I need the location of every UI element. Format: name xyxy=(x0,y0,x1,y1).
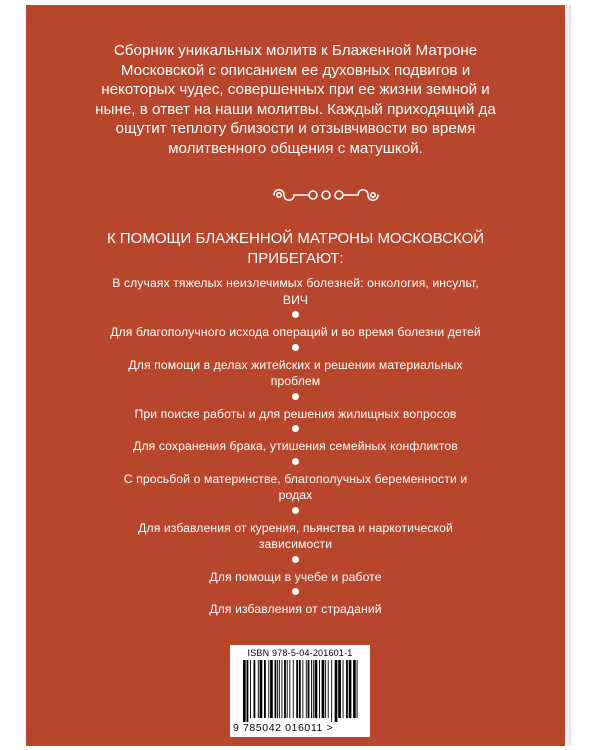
barcode-bar xyxy=(296,660,298,718)
barcode-bar xyxy=(335,660,338,722)
barcode-bar xyxy=(254,660,256,718)
list-item-text: Для помощи в учебе и работе xyxy=(209,569,382,584)
ornament-divider-icon xyxy=(270,183,382,207)
barcode-bar xyxy=(289,660,290,718)
barcode-bar xyxy=(293,660,294,718)
barcode-bar xyxy=(338,660,341,718)
barcode-bar xyxy=(284,660,286,718)
barcode-bar xyxy=(328,660,329,718)
isbn-text: ISBN 978-5-04-201601-1 xyxy=(247,648,353,658)
bullet-icon xyxy=(292,393,299,400)
barcode-bar xyxy=(299,660,301,718)
barcode-bar xyxy=(302,660,303,718)
list-item xyxy=(106,458,485,504)
bullet-icon xyxy=(292,311,299,318)
barcode-bar xyxy=(331,660,332,722)
list-item-text: Для избавления от страданий xyxy=(209,602,382,616)
list-heading: К ПОМОЩИ БЛАЖЕННОЙ МАТРОНЫ МОСКОВСКОЙ ПРИБЕГАЮТ: xyxy=(106,230,485,267)
barcode-bar xyxy=(247,660,249,722)
list-item-text: Для благополучного исхода операций и во время болезни детей xyxy=(110,325,481,339)
bullet-icon xyxy=(292,425,299,432)
barcode-bar xyxy=(258,660,259,718)
barcode-bar xyxy=(349,660,352,718)
barcode-bar xyxy=(268,660,269,718)
list-item-text: При поиске работы и для решения жилищных вопросов xyxy=(134,406,457,421)
barcode-bar xyxy=(308,660,310,718)
book-back-cover xyxy=(26,5,565,746)
list-item-text: В случаях тяжелых неизлечимых болезней: онкология, инсульт, ВИЧ xyxy=(112,276,479,307)
barcode-bar xyxy=(346,660,348,718)
barcode-bar xyxy=(270,660,273,718)
barcode-bar xyxy=(264,660,266,718)
bullet-icon xyxy=(292,458,299,465)
barcode-bar xyxy=(282,660,283,718)
list-item xyxy=(106,393,485,423)
bullet-icon xyxy=(292,507,299,514)
list-item xyxy=(106,588,485,618)
bullet-icon xyxy=(292,588,299,595)
barcode-bar xyxy=(287,660,288,718)
barcode-bar xyxy=(260,660,263,718)
list-item-text: С просьбой о материнстве, благополучных беременности и родах xyxy=(123,471,468,502)
barcode-bar xyxy=(243,660,246,722)
barcode-bar xyxy=(357,660,358,718)
list-item-text: Для сохранения брака, утишения семейных конфликтов xyxy=(133,439,458,453)
barcode-digits: 9 785042 016011 > xyxy=(233,722,334,734)
description-text: Сборник уникальных молитв к Блаженной Матроне Московской с описанием ее духовных подвигов и некоторых чудес, совершенных при ее жизни земной и ныне, в ответ на наши молитвы. Каждый приходящий да ощутит теплоту близости и отзывчивости во время молитвенного общения с матушкой. xyxy=(95,42,496,157)
barcode-bar xyxy=(343,660,344,718)
list-item xyxy=(106,344,485,390)
list-item xyxy=(106,556,485,586)
barcode-bars-icon xyxy=(239,660,363,722)
list-item-text: Для избавления от курения, пьянства и наркотической зависимости xyxy=(138,520,453,551)
list-item-text: Для помощи в делах житейских и решении материальных проблем xyxy=(128,357,463,388)
barcode-bar xyxy=(250,660,251,718)
list-item xyxy=(106,425,485,455)
barcode-bar xyxy=(319,660,320,718)
barcode-bar xyxy=(325,660,326,718)
list-item xyxy=(106,507,485,553)
barcode-bar xyxy=(306,660,307,718)
bullet-icon xyxy=(292,556,299,563)
barcode xyxy=(230,645,370,737)
barcode-bar xyxy=(279,660,280,718)
barcode-bar xyxy=(311,660,312,718)
list-item xyxy=(106,275,485,308)
barcode-bar xyxy=(313,660,314,718)
barcode-bar xyxy=(277,660,278,718)
bullet-icon xyxy=(292,344,299,351)
barcode-bar xyxy=(353,660,356,718)
help-list xyxy=(106,275,485,618)
list-item xyxy=(106,311,485,341)
barcode-bar xyxy=(275,660,277,718)
barcode-bar xyxy=(322,660,325,718)
barcode-bar xyxy=(315,660,318,718)
